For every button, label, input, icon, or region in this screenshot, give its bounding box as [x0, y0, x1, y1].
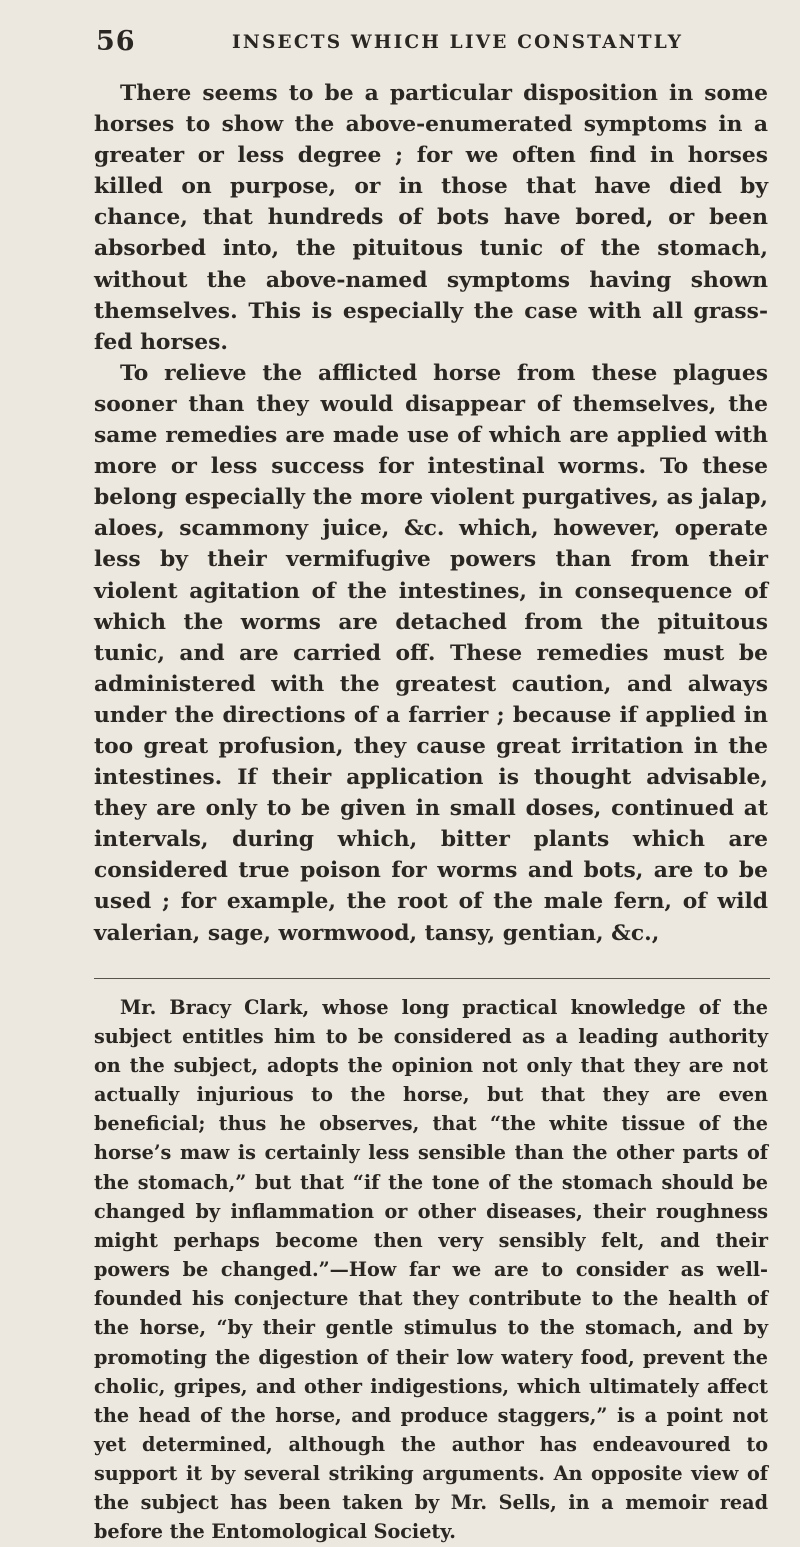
body-paragraph: To relieve the afflicted horse from these plagues sooner than they would disappear of themselves, the same remedies are made use of which are applied with more or less success for intestinal worms. To these belong especially the more violent purgatives, as jalap, aloes, scammony juice, &c. which, however, operate less by their vermifugive powers than from their violent agitation of the intestines, in consequence of which the worms are detached from the pituitous tunic, and are carried off. These remedies must be administered with the greatest caution, and always under the directions of a farrier ; because if applied in too great profusion, they cause great irritation in the intestines. If their application is thought advisable, they are only to be given in small doses, continued at intervals, during which, bitter plants which are considered true poison for worms and bots, are to be used ; for example, the root of the male fern, of wild valerian, sage, wormwood, tansy, gentian, &c., [94, 360, 768, 946]
footnote-paragraph: Mr. Bracy Clark, whose long practical knowledge of the subject entitles him to be considered as a leading authority on the subject, adopts the opinion not only that they are not actually injurious to the horse, but that they are even beneficial; thus he observes, that “the white tissue of the horse’s maw is certainly less sensible than the other parts of the stomach,” but that “if the tone of the stomach should be changed by inflammation or other diseases, their roughness might perhaps become then very sensibly felt, and their powers be changed.”—How far we are to consider as well-founded his conjecture that they contribute to the health of the horse, “by their gentle stimulus to the stomach, and by promoting the digestion of their low watery food, prevent the cholic, gripes, and other indigestions, which ultimately affect the head of the horse, and produce staggers,” is a point not yet determined, although the author has endeavoured to support it by several striking arguments. An opposite view of the subject has been taken by Mr. Sells, in a memoir read before the Entomological Society. [94, 995, 768, 1544]
body-text [94, 78, 768, 1547]
footnote-divider [94, 978, 770, 979]
page-number: 56 [96, 26, 136, 57]
running-head: INSECTS WHICH LIVE CONSTANTLY [232, 32, 684, 53]
body-paragraph: There seems to be a particular disposition in some horses to show the above-enumerated symptoms in a greater or less degree ; for we often find in horses killed on purpose, or in those that have died by chance, that hundreds of bots have bored, or been absorbed into, the pituitous tunic of the stomach, without the above-named symptoms having shown themselves. This is especially the case with all grass-fed horses. [94, 81, 768, 355]
page-header [96, 26, 760, 58]
